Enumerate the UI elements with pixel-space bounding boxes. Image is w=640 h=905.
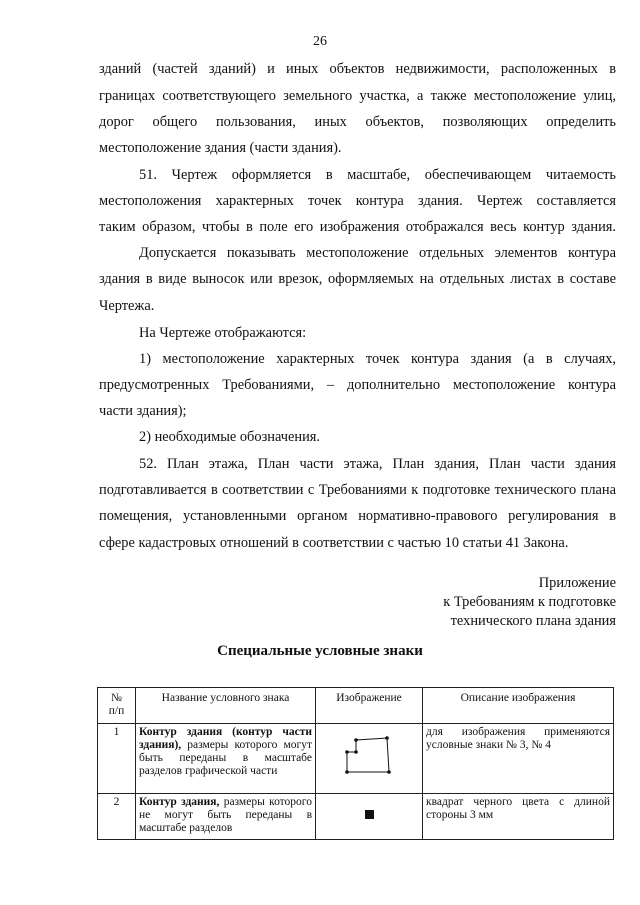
text-line: зданий (частей зданий) и иных объектов недвижимости, расположенных в — [99, 61, 616, 77]
building-contour-icon — [316, 724, 423, 794]
row-description: для изображения применяются условные знаки № 3, № 4 — [423, 724, 614, 794]
text-line: 51. Чертеж оформляется в масштабе, обеспечивающем читаемость — [139, 167, 616, 183]
text-line: сфере кадастровых отношений в соответствии с частью 10 статьи 41 Закона. — [99, 535, 569, 551]
row-num: 2 — [98, 794, 136, 840]
table-title: Специальные условные знаки — [217, 643, 423, 659]
header-num-top: № — [111, 692, 122, 704]
text-line: местоположение здания (части здания). — [99, 140, 342, 156]
row-num: 1 — [98, 724, 136, 794]
text-line: 52. План этажа, План части этажа, План здания, План части здания — [139, 456, 616, 472]
text-line: таким образом, чтобы в поле его изображения отображался весь контур здания. — [99, 219, 616, 235]
table-header-row — [98, 688, 614, 724]
conventional-signs-table — [97, 687, 614, 840]
text-line: местоположения характерных точек контура здания. Чертеж составляется — [99, 193, 616, 209]
row-name-bold: Контур здания (контур части здания), — [139, 726, 312, 751]
text-line: На Чертеже отображаются: — [139, 325, 307, 341]
header-num-bottom: п/п — [108, 705, 125, 717]
text-line: Допускается показывать местоположение отдельных элементов контура — [139, 245, 616, 261]
table-row — [98, 794, 614, 840]
header-num — [98, 688, 136, 724]
row-name — [136, 794, 316, 840]
text-line: помещения, установленными органом нормативно-правового регулирования в — [99, 508, 616, 524]
text-line: части здания); — [99, 403, 187, 419]
black-square-shape — [365, 810, 374, 819]
text-line: 2) необходимые обозначения. — [139, 429, 321, 445]
appendix-line-1: Приложение — [538, 575, 616, 591]
header-image: Изображение — [316, 688, 423, 724]
text-line: предусмотренных Требованиями, – дополнительно местоположение контура — [99, 377, 616, 393]
text-line: подготавливается в соответствии с Требованиями к подготовке технического плана — [99, 482, 616, 498]
row-name-bold: Контур здания, — [139, 796, 220, 808]
appendix-line-3: технического плана здания — [450, 613, 616, 629]
text-line: здания в виде выносок или врезок, оформляемых на отдельных листах в составе — [99, 271, 616, 287]
header-description: Описание изображения — [423, 688, 614, 724]
page-number: 26 — [313, 34, 327, 49]
row-name-rest: размеры которого не могут быть переданы в масштабе разделов — [139, 796, 312, 834]
text-line: 1) местоположение характерных точек контура здания (а в случаях, — [139, 351, 616, 367]
row-name-rest: размеры которого могут быть переданы в масштабе разделов графической части — [139, 739, 312, 777]
text-line: Чертежа. — [99, 298, 155, 314]
text-line: дорог общего пользования, иных объектов, позволяющих определить — [99, 114, 616, 130]
row-description: квадрат черного цвета с длиной стороны 3 мм — [423, 794, 614, 840]
text-line: границах соответствующего земельного участка, а также местоположение улиц, — [99, 88, 616, 104]
row-name — [136, 724, 316, 794]
black-square-icon — [316, 794, 423, 840]
header-name: Название условного знака — [136, 688, 316, 724]
table-row — [98, 724, 614, 794]
building-contour-icon-svg — [339, 732, 399, 782]
appendix-line-2: к Требованиям к подготовке — [443, 594, 616, 610]
